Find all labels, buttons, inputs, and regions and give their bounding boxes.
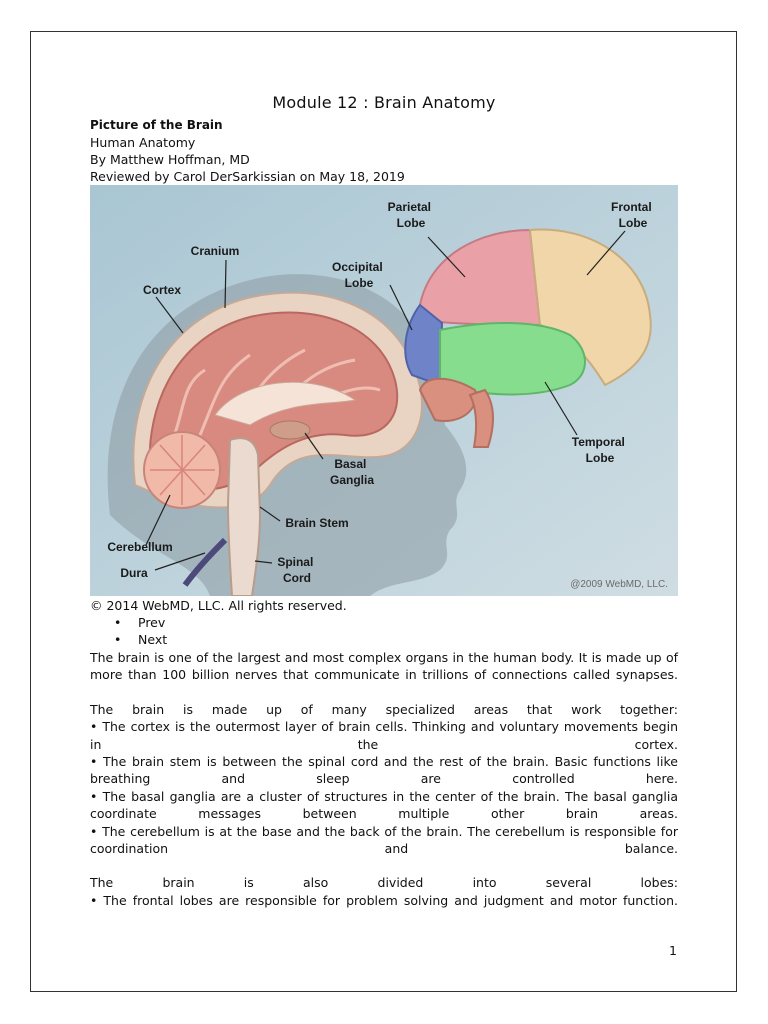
- article-category: Human Anatomy: [90, 135, 196, 150]
- paragraph-cerebellum: • The cerebellum is at the base and the back of the brain. The cerebellum is responsible for coordination and balance.: [90, 823, 678, 857]
- label-brain-stem: Brain Stem: [285, 516, 349, 530]
- label-basal-ganglia: Basal Ganglia: [329, 457, 375, 487]
- article-review: Reviewed by Carol DerSarkissian on May 18, 2019: [90, 169, 405, 184]
- paragraph-areas-lead: The brain is made up of many specialized areas that work together:: [90, 701, 678, 717]
- label-frontal-lobe: Frontal Lobe: [610, 200, 652, 230]
- article-author: By Matthew Hoffman, MD: [90, 152, 250, 167]
- label-dura: Dura: [120, 566, 148, 580]
- brainstem-shape: [228, 438, 260, 596]
- paragraph-gap: [90, 684, 678, 701]
- label-spinal-cord: Spinal Cord: [277, 555, 314, 585]
- brain-anatomy-figure: [90, 185, 678, 596]
- paragraph-cortex: • The cortex is the outermost layer of brain cells. Thinking and voluntary movements begin in the cortex.: [90, 719, 678, 752]
- article-meta: [90, 117, 680, 185]
- label-parietal-lobe: Parietal Lobe: [387, 200, 432, 230]
- paragraph-basal-ganglia: • The basal ganglia are a cluster of structures in the center of the brain. The basal ganglia coordinate messages between multiple other brain areas.: [90, 788, 678, 822]
- label-cerebellum: Cerebellum: [107, 540, 173, 554]
- label-occipital-lobe: Occipital Lobe: [331, 260, 383, 290]
- figure-credit: @2009 WebMD, LLC.: [570, 579, 668, 590]
- article-body: [90, 649, 678, 909]
- prev-link[interactable]: • Prev: [90, 614, 167, 631]
- cerebellum-folds: [150, 435, 215, 505]
- article-heading: Picture of the Brain: [90, 118, 223, 132]
- paragraph-lobes-lead: The brain is also divided into several lobes:: [90, 875, 678, 891]
- pager-nav: [90, 614, 167, 648]
- label-cranium: Cranium: [190, 244, 240, 258]
- page-title: Module 12 : Brain Anatomy: [272, 93, 496, 112]
- label-temporal-lobe: Temporal Lobe: [571, 435, 625, 465]
- copyright-notice: © 2014 WebMD, LLC. All rights reserved.: [90, 598, 347, 613]
- paragraph-gap: [90, 857, 678, 874]
- next-link[interactable]: • Next: [90, 631, 167, 648]
- basal-ganglia-shape: [270, 421, 310, 439]
- paragraph-frontal-lobes: • The frontal lobes are responsible for problem solving and judgment and motor function.: [90, 892, 678, 908]
- label-cortex: Cortex: [142, 283, 182, 297]
- paragraph-intro: The brain is one of the largest and most complex organs in the human body. It is made up of more than 100 billion nerves that communicate in trillions of connections called synapses.: [90, 650, 678, 683]
- page-number: 1: [669, 943, 677, 958]
- paragraph-brainstem: • The brain stem is between the spinal cord and the rest of the brain. Basic functions like breathing and sleep are controlled here.: [90, 754, 678, 787]
